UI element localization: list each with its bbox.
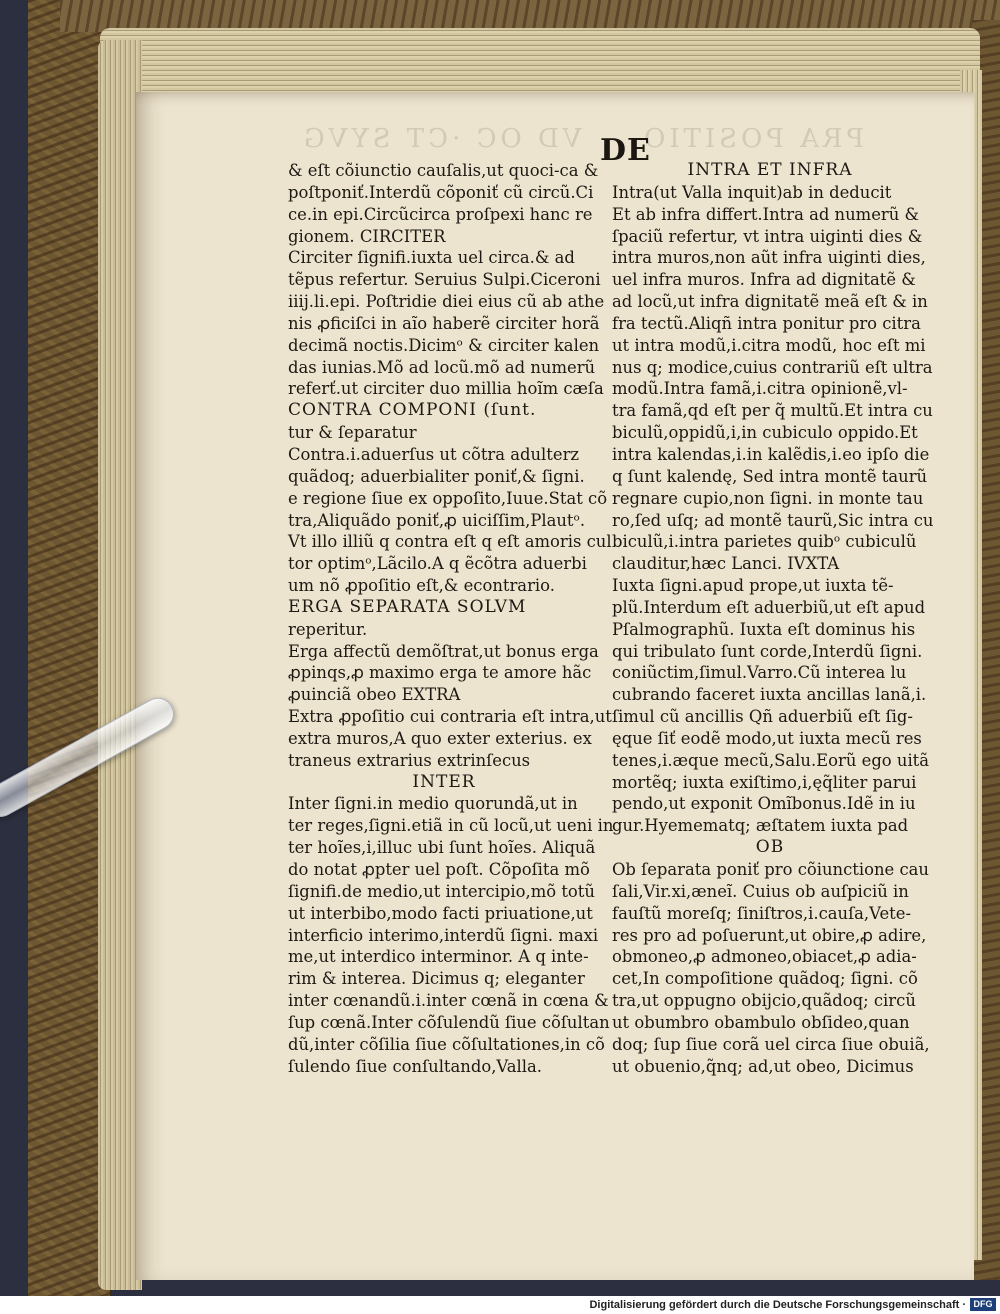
text-line: INTER (412, 771, 476, 792)
text-line: pendo,ut exponit Omĩbonus.Idẽ in iu (612, 794, 916, 814)
text-line: quãdoq; aduerbialiter poniť,& ſigni. (288, 466, 585, 486)
show-through-text-right: PRA POSITIO (640, 124, 864, 154)
page-edges-top (100, 28, 980, 98)
text-line: qui tribulato ſunt corde,Interdũ ſigni. (612, 641, 923, 661)
dfg-logo: DFG (970, 1298, 996, 1311)
text-line: referť.ut circiter duo millia hoĩm cæſa (288, 379, 604, 399)
text-line: Intra(ut Valla inquit)ab in deducit (612, 182, 892, 202)
text-line: Iuxta ſigni.apud prope,ut iuxta tẽ- (612, 576, 894, 596)
text-line: e regione ſiue ex oppoſito,Iuue.Stat cõ (288, 488, 608, 508)
text-line: regnare cupio,non ſigni. in monte tau (612, 488, 924, 508)
text-line: Circiter ſignifi.iuxta uel circa.& ad (288, 248, 575, 268)
text-line: uel infra muros. Infra ad dignitatẽ & (612, 270, 916, 290)
text-line: decimã noctis.Dicimᵒ & circiter kalen (288, 335, 600, 355)
text-line: Inter ſigni.in medio quorundã,ut in (288, 794, 578, 814)
text-line: ſali,Vir.xi,æneĩ. Cuius ob auſpiciũ in (612, 881, 909, 901)
text-line: ſimul cũ ancillis Qñ aduerbiũ eſt ſig- (612, 707, 913, 727)
text-line: q ſunt kalendę, Sed intra montẽ taurũ (612, 466, 928, 486)
text-line: CONTRA COMPONI (ſunt. (288, 400, 537, 421)
text-line: me,ut interdico interminor. A q inte- (288, 947, 589, 967)
text-line: ſulendo ſiue conſultando,Valla. (288, 1056, 542, 1076)
text-line: nus q; modice,cuius contrariũ eſt ultra (612, 357, 933, 377)
text-line: tenes,i.æque mecũ,Salu.Eorũ ego uitã (612, 750, 930, 770)
text-line: ter hoĩes,i,illuc ubi ſunt hoĩes. Aliquã (288, 838, 596, 858)
text-line: res pro ad poſuerunt,ut obire,ꝓ adire, (612, 925, 927, 945)
text-line: ꝓuinciã obeo EXTRA (288, 685, 461, 705)
text-line: OB (755, 837, 785, 858)
text-line: Pſalmographũ. Iuxta eſt dominus his (612, 619, 916, 639)
text-line: tra famã,qd eſt per q̃ multũ.Et intra cu (612, 401, 933, 421)
text-line: Ob ſeparata poniť pro cõiunctione cau (612, 860, 929, 879)
text-line: Erga affectũ demõſtrat,ut bonus erga (288, 641, 599, 661)
text-line: ut interbibo,modo facti priuatione,ut (288, 903, 593, 923)
text-line: iiij.li.epi. Poſtridie diei eius cũ ab athe (288, 292, 605, 312)
text-column-right (612, 160, 934, 1077)
footer-credit: Digitalisierung gefördert durch die Deutsche Forschungsgemeinschaft · (589, 1299, 966, 1311)
text-line: ſignifi.de medio,ut intercipio,mõ totũ (288, 881, 595, 901)
text-line: fra tectũ.Aliqñ intra ponitur pro citra (612, 313, 921, 333)
text-line: ut obuenio,q̃nq; ad,ut obeo, Dicimus (612, 1056, 914, 1076)
text-line: cubrando faceret iuxta ancillas lanã,i. (612, 685, 927, 705)
text-line: Et ab infra differt.Intra ad numerũ & (612, 204, 920, 224)
text-line: inter cœnandũ.i.inter cœnã in cœna & (288, 991, 609, 1011)
text-line: coniũctim,ſimul.Varro.Cũ interea lu (612, 663, 907, 683)
text-line: tra,Aliquãdo poniť,ꝓ uiciſſim,Plautᵒ. (288, 510, 586, 530)
text-line: & eſt cõiunctio cauſalis,ut quoci-ca & (288, 161, 599, 180)
text-line: ꝓpinqs,ꝓ maximo erga te amore hãc (288, 663, 592, 683)
text-line: Extra ꝓpoſitio cui contraria eſt intra,ut (288, 707, 612, 727)
text-line: gur.Hyemematq; æſtatem iuxta pad (612, 816, 909, 836)
text-line: tra,ut oppugno obijcio,quãdoq; circũ (612, 991, 916, 1011)
text-line: das iunias.Mõ ad locũ.mõ ad numerũ (288, 357, 596, 377)
text-line: tor optimᵒ,Lãcilo.A q ẽcõtra aduerbi (288, 554, 587, 574)
running-head: DE (600, 133, 651, 168)
text-line: ro,ſed uſq; ad montẽ taurũ,Sic intra cu (612, 510, 934, 530)
text-line: gionem. CIRCITER (288, 226, 446, 246)
text-line: extra muros,A quo exter exterius. ex (288, 728, 592, 748)
text-line: ad locũ,ut infra dignitatẽ meã eſt & in (612, 292, 928, 312)
text-line: modũ.Intra famã,i.citra opinionẽ,vl- (612, 379, 908, 399)
text-line: do notat ꝓpter uel poſt. Cõpoſita mõ (288, 860, 590, 879)
text-line: dũ,inter cõſilia ſiue cõſultationes,in cõ (288, 1034, 605, 1054)
text-line: reperitur. (288, 619, 368, 639)
text-line: intra muros,non aũt infra uiginti dies, (612, 248, 926, 268)
text-line: obmoneo,ꝓ admoneo,obiacet,ꝓ adia- (612, 947, 917, 967)
text-line: ſup cœnã.Inter cõſulendũ ſiue cõſultan (288, 1012, 610, 1032)
text-line: clauditur,hæc Lanci. IVXTA (612, 554, 840, 574)
text-line: nis ꝓficiſci in aĩo haberẽ circiter horã (288, 313, 600, 333)
text-line: ſpaciũ refertur, vt intra uiginti dies & (612, 226, 923, 246)
text-line: ERGA SEPARATA SOLVM (288, 596, 527, 617)
text-line: ęque ſiť eodẽ modo,ut iuxta mecũ res (612, 728, 922, 748)
text-line: ter reges,ſigni.etiã in cũ locũ,ut ueni in (288, 816, 614, 836)
text-line: tẽpus refertur. Seruius Sulpi.Ciceroni (288, 270, 601, 290)
text-line: Vt illo illiũ q contra eſt q eſt amoris cul (288, 532, 612, 552)
text-line: biculũ,i.intra parietes quibᵒ cubiculũ (612, 532, 917, 552)
text-line: Contra.i.aduerſus ut cõtra adulterz (288, 444, 580, 464)
text-line: um nõ ꝓpoſitio eſt,& econtrario. (288, 576, 555, 596)
text-line: tur & ſeparatur (288, 423, 417, 443)
text-line: doq; ſup ſiue corã uel circa ſiue obuiã, (612, 1034, 930, 1054)
text-line: interficio interimo,interdũ ſigni. maxi (288, 925, 599, 945)
text-line: poſtponiť.Interdũ cõponiť cũ circũ.Ci (288, 182, 594, 202)
text-line: plũ.Interdum eſt aduerbiũ,ut eſt apud (612, 597, 926, 617)
text-line: rim & interea. Dicimus q; eleganter (288, 969, 585, 989)
text-line: ut obumbro obambulo obſideo,quan (612, 1012, 910, 1032)
show-through-text-left: VD OC ·CT SYVG (300, 124, 582, 154)
text-line: traneus extrarius extrinſecus (288, 750, 531, 770)
text-line: INTRA ET INFRA (687, 160, 853, 180)
text-line: ce.in epi.Circũcirca proſpexi hanc re (288, 204, 593, 224)
text-line: cet,In compoſitione quãdoq; ſigni. cõ (612, 969, 918, 989)
text-line: ut intra modũ,i.citra modũ, hoc eſt mi (612, 335, 926, 355)
text-column-left (288, 160, 614, 1077)
text-line: biculũ,oppidũ,i,in cubiculo oppido.Et (612, 423, 918, 443)
text-line: mortẽq; iuxta exiſtimo,i,ęq̃liter parui (612, 772, 917, 792)
text-line: fauſtũ moreſq; ſiniſtros,i.cauſa,Vete- (612, 903, 912, 923)
text-line: intra kalendas,i.in kalẽdis,i.eo ipſo die (612, 444, 930, 464)
